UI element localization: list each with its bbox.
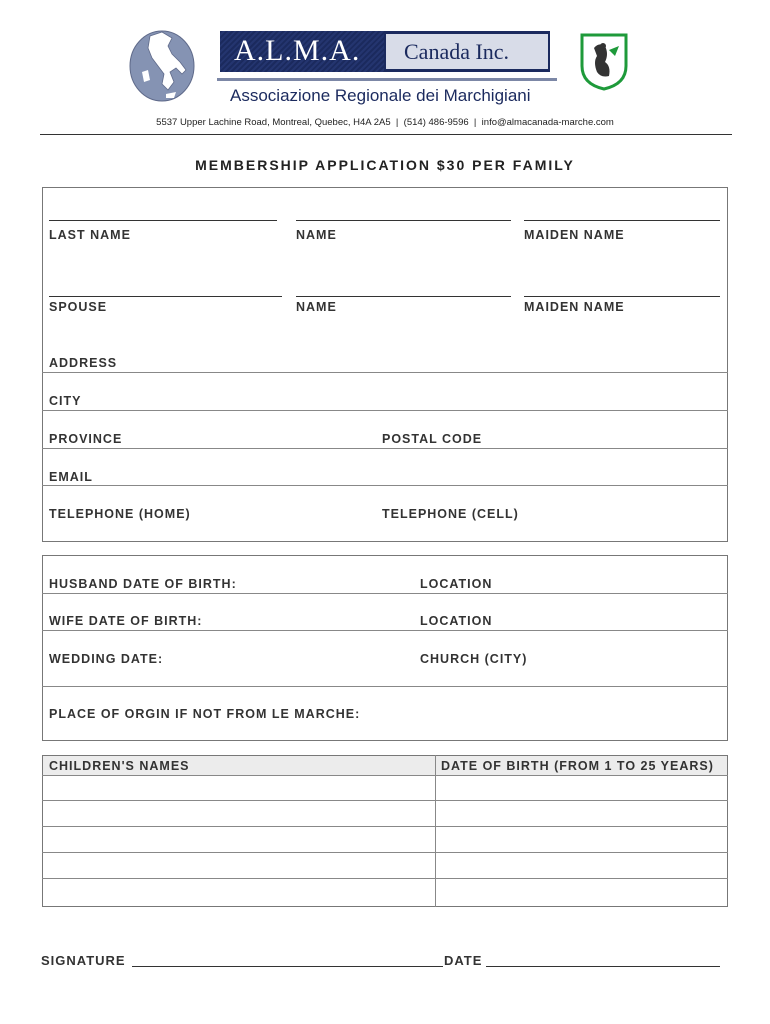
last-name-label: LAST NAME [49, 228, 131, 242]
table-row[interactable] [42, 852, 728, 853]
alma-logo-banner [220, 31, 550, 72]
postal-code-label[interactable]: POSTAL CODE [382, 432, 483, 446]
address-label[interactable]: ADDRESS [49, 356, 118, 370]
wedding-date-label[interactable]: WEDDING DATE: [49, 652, 164, 666]
table-row[interactable] [42, 826, 728, 827]
church-city-label[interactable]: CHURCH (CITY) [420, 652, 528, 666]
date-field[interactable] [486, 966, 720, 967]
personal-info-section [42, 187, 728, 542]
signature-field[interactable] [132, 966, 443, 967]
province-label[interactable]: PROVINCE [49, 432, 123, 446]
spouse-maiden-name-field[interactable] [524, 296, 720, 297]
children-dob-header: DATE OF BIRTH (FROM 1 TO 25 YEARS) [441, 759, 714, 773]
husband-location-label[interactable]: LOCATION [420, 577, 493, 591]
signature-label: SIGNATURE [41, 953, 126, 968]
name-field[interactable] [296, 220, 511, 221]
column-divider [435, 755, 436, 907]
spouse-field[interactable] [49, 296, 282, 297]
telephone-home-label[interactable]: TELEPHONE (HOME) [49, 507, 191, 521]
logo-underline [217, 78, 557, 81]
divider [42, 686, 728, 687]
divider [42, 630, 728, 631]
divider [42, 485, 728, 486]
wife-location-label[interactable]: LOCATION [420, 614, 493, 628]
wife-dob-label[interactable]: WIFE DATE OF BIRTH: [49, 614, 203, 628]
spouse-maiden-name-label: MAIDEN NAME [524, 300, 625, 314]
italy-globe-logo [128, 28, 196, 102]
email-label[interactable]: EMAIL [49, 470, 93, 484]
divider [42, 410, 728, 411]
logo-sub-text: Canada Inc. [404, 39, 510, 64]
spouse-label: SPOUSE [49, 300, 108, 314]
name-label: NAME [296, 228, 337, 242]
maiden-name-field[interactable] [524, 220, 720, 221]
date-label: DATE [444, 953, 483, 968]
children-names-header: CHILDREN'S NAMES [49, 759, 190, 773]
place-of-origin-label[interactable]: PLACE OF ORGIN IF NOT FROM LE MARCHE: [49, 707, 361, 721]
marche-shield-logo [579, 32, 629, 92]
form-title: MEMBERSHIP APPLICATION $30 PER FAMILY [195, 157, 575, 173]
children-table [42, 755, 728, 907]
husband-dob-label[interactable]: HUSBAND DATE OF BIRTH: [49, 577, 237, 591]
logo-main-text: A.L.M.A. [234, 34, 361, 67]
telephone-cell-label[interactable]: TELEPHONE (CELL) [382, 507, 519, 521]
city-label[interactable]: CITY [49, 394, 82, 408]
maiden-name-label: MAIDEN NAME [524, 228, 625, 242]
divider [42, 593, 728, 594]
divider [42, 448, 728, 449]
table-row[interactable] [42, 878, 728, 879]
table-row[interactable] [42, 775, 728, 776]
header-divider [40, 134, 732, 135]
contact-address-line: 5537 Upper Lachine Road, Montreal, Quebec, H4A 2A5 | (514) 486-9596 | info@almacanada-marche.com [156, 117, 614, 128]
table-row[interactable] [42, 800, 728, 801]
last-name-field[interactable] [49, 220, 277, 221]
divider [42, 372, 728, 373]
association-name: Associazione Regionale dei Marchigiani [230, 86, 531, 105]
spouse-name-label: NAME [296, 300, 337, 314]
spouse-name-field[interactable] [296, 296, 511, 297]
